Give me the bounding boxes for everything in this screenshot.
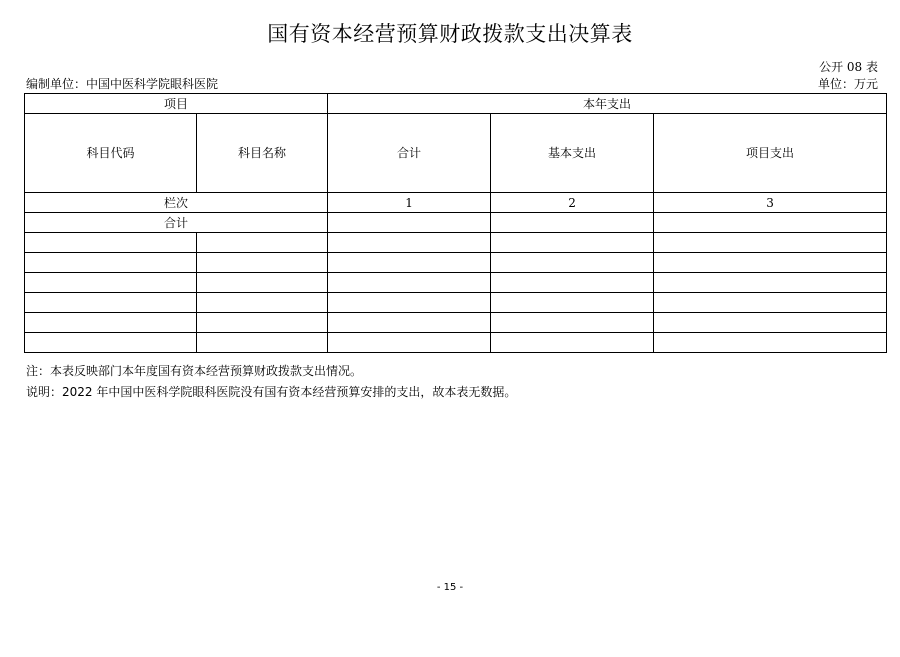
header-subject-code: 科目代码 (25, 114, 197, 193)
table-row (25, 273, 887, 293)
unit-label: 单位：万元 (817, 77, 878, 91)
table-row (25, 313, 887, 333)
table-row (25, 333, 887, 353)
header-info (26, 75, 878, 91)
org-label: 编制单位：中国中医科学院眼科医院 (26, 77, 219, 91)
expense-table (24, 93, 887, 353)
header-expense-group: 本年支出 (328, 94, 887, 114)
header-item-group: 项目 (25, 94, 328, 114)
form-number: 公开 08 表 (819, 60, 878, 74)
total-project-cell (654, 213, 887, 233)
total-cell (328, 213, 491, 233)
table-row (25, 293, 887, 313)
table-row (25, 253, 887, 273)
page-number: - 15 - (436, 582, 464, 593)
row-index-label: 栏次 (25, 193, 328, 213)
explanation-note (26, 383, 516, 400)
index-cell-2: 2 (491, 193, 654, 213)
explanation-text: 年中国中医科学院眼科医院没有国有资本经营预算安排的支出，故本表无数据。 (92, 385, 517, 399)
total-basic-cell (491, 213, 654, 233)
explanation-year: 2022 (62, 385, 93, 399)
table-note: 注：本表反映部门本年度国有资本经营预算财政拨款支出情况。 (26, 364, 363, 378)
header-subject-name: 科目名称 (197, 114, 328, 193)
index-cell-3: 3 (654, 193, 887, 213)
header-project-expense: 项目支出 (654, 114, 887, 193)
table-row (25, 233, 887, 253)
index-cell-1: 1 (328, 193, 491, 213)
header-basic-expense: 基本支出 (491, 114, 654, 193)
explanation-prefix: 说明： (26, 385, 63, 399)
row-total-label: 合计 (25, 213, 328, 233)
header-total: 合计 (328, 114, 491, 193)
page-title: 国有资本经营预算财政拨款支出决算表 (267, 22, 633, 46)
